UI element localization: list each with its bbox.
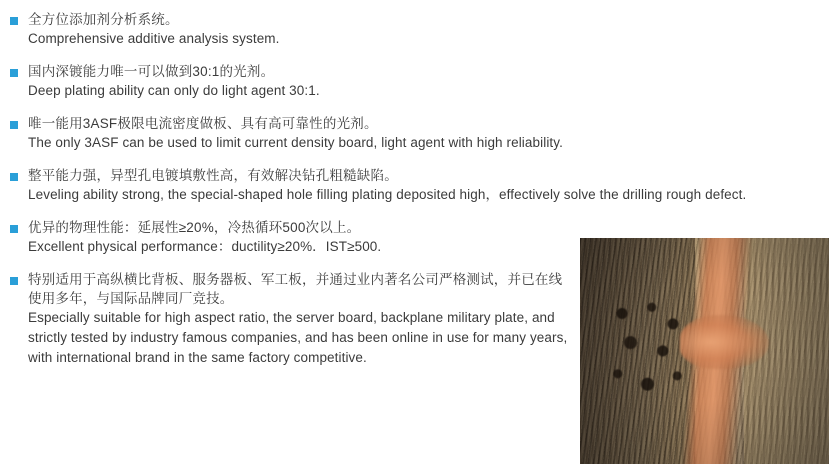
list-item-text-cn: 全方位添加剂分析系统。 [28,12,179,27]
bullet-square-icon [10,277,18,285]
list-item-text-cn: 整平能力强，异型孔电镀填敷性高，有效解决钻孔粗糙缺陷。 [28,168,398,183]
bullet-square-icon [10,225,18,233]
list-item-text-cn: 国内深镀能力唯一可以做到30:1的光剂。 [28,64,275,79]
bullet-square-icon [10,173,18,181]
bullet-square-icon [10,17,18,25]
list-item-text-en: Deep plating ability can only do light agent 30:1. [28,83,320,98]
list-item-text-en: Comprehensive additive analysis system. [28,31,280,46]
photo-vignette [580,238,829,464]
list-item [0,114,829,153]
list-item-text-cn: 唯一能用3ASF极限电流密度做板、具有高可靠性的光剂。 [28,116,378,131]
list-item-text-cn: 特别适用于高纵横比背板、服务器板、军工板，并通过业内著名公司严格测试，并已在线使用多年，与国际品牌同厂竞技。 [28,272,563,306]
bullet-square-icon [10,121,18,129]
list-item-text-en: Excellent physical performance：ductility≥20%．IST≥500. [28,239,382,254]
list-item-text-cn: 优异的物理性能：延展性≥20%，冷热循环500次以上。 [28,220,361,235]
list-item [0,10,829,49]
cross-section-photo [580,238,829,464]
list-item [0,62,829,101]
list-item [0,166,829,205]
list-item [0,218,573,257]
list-item-text-en: Leveling ability strong, the special-shaped hole filling plating deposited high，effectively solve the drilling rough defect. [28,187,747,202]
list-item-text-en: Especially suitable for high aspect ratio, the server board, backplane military plate, and strictly tested by industry famous companies, and has been online in use for many years, with international brand in the same factory competitive. [28,310,568,365]
list-item [0,270,573,368]
bullet-square-icon [10,69,18,77]
list-item-text-en: The only 3ASF can be used to limit current density board, light agent with high reliability. [28,135,563,150]
